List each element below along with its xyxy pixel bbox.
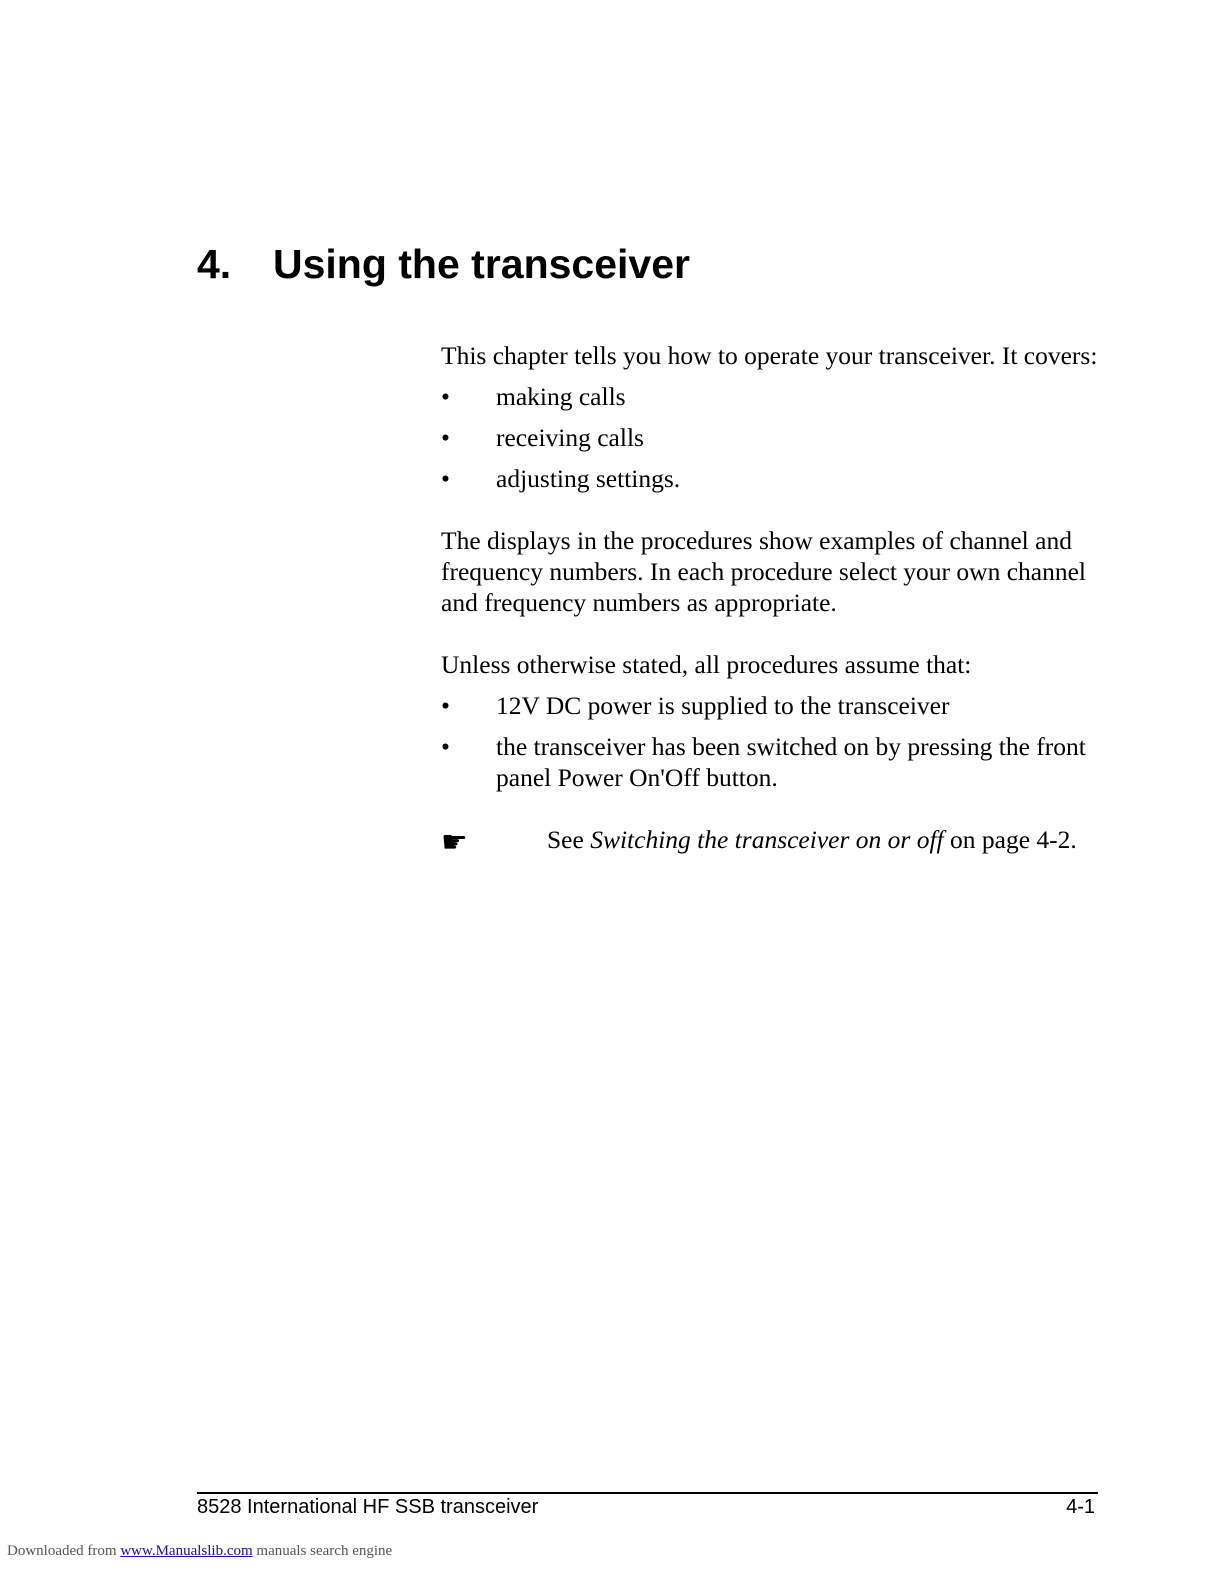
- note-suffix: on page 4-2.: [943, 825, 1077, 854]
- bullet-icon: •: [441, 691, 450, 720]
- list-item: • the transceiver has been switched on by pressing the front panel Power On'Off button.: [441, 732, 1086, 792]
- list-item: • 12V DC power is supplied to the transceiver: [441, 691, 950, 720]
- body-content: [441, 340, 1111, 860]
- list-item: • adjusting settings.: [441, 464, 681, 493]
- footer-title: 8528 International HF SSB transceiver: [197, 1496, 539, 1518]
- watermark-suffix: manuals search engine: [252, 1543, 393, 1559]
- list-item: • making calls: [441, 382, 626, 411]
- bullet-icon: •: [441, 464, 450, 493]
- chapter-heading: [197, 236, 690, 292]
- bullet-icon: •: [441, 423, 450, 452]
- manualslib-link[interactable]: www.Manualslib.com: [120, 1543, 253, 1559]
- cross-reference-note: [441, 824, 1111, 860]
- page-number: 4-1: [1066, 1496, 1095, 1518]
- chapter-title: Using the transceiver: [273, 241, 690, 287]
- download-watermark: [7, 1541, 392, 1561]
- bullet-icon: •: [441, 732, 450, 761]
- intro-bullet-list: [441, 381, 1111, 494]
- note-reference[interactable]: Switching the transceiver on or off: [590, 825, 944, 854]
- intro-paragraph: This chapter tells you how to operate your transceiver. It covers:: [441, 341, 1098, 370]
- assumptions-bullet-list: [441, 690, 1111, 793]
- displays-paragraph: The displays in the procedures show examples of channel and frequency numbers. In each procedure select your own channel and frequency numbers as appropriate.: [441, 526, 1087, 617]
- watermark-prefix: Downloaded from: [7, 1543, 121, 1559]
- pointing-hand-icon: ☛: [441, 825, 468, 860]
- list-item: • receiving calls: [441, 423, 644, 452]
- assumptions-paragraph: Unless otherwise stated, all procedures assume that:: [441, 650, 972, 679]
- chapter-number: 4.: [197, 241, 232, 287]
- bullet-icon: •: [441, 382, 450, 411]
- note-prefix: See: [547, 825, 591, 854]
